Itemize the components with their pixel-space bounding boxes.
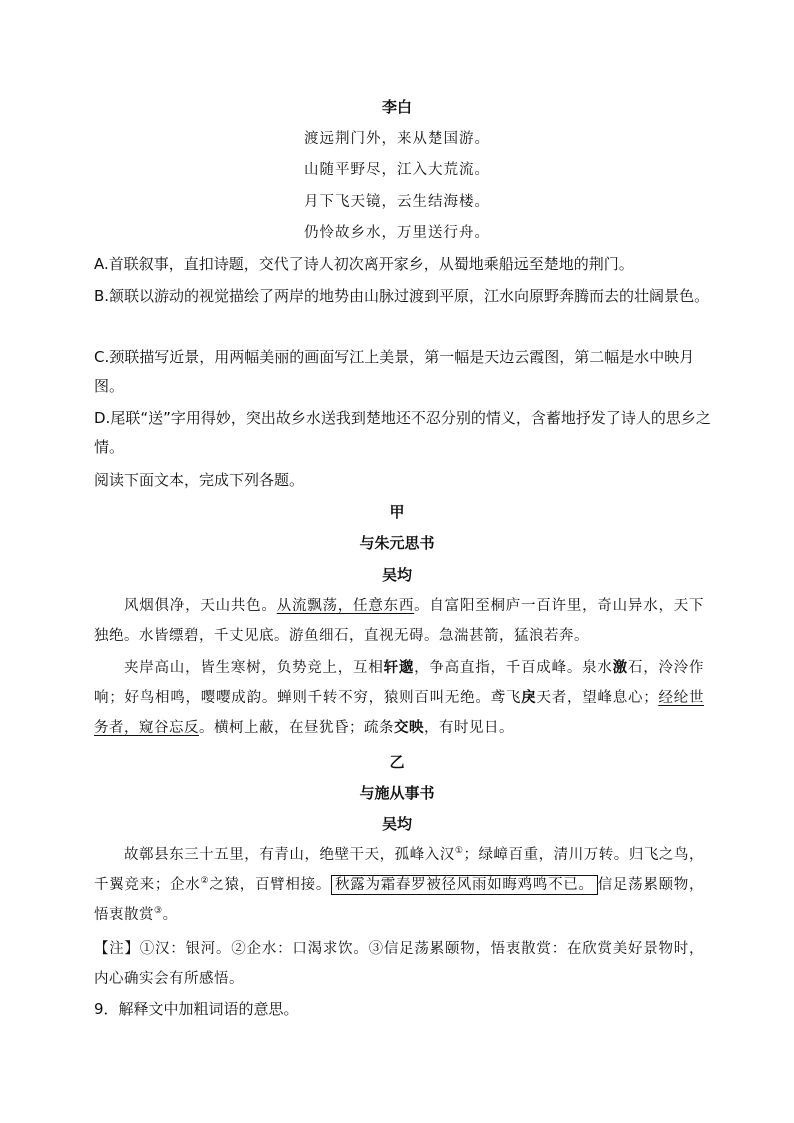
passage-author-jia: 吴均 (381, 566, 412, 584)
text-span: 风烟俱净，天山共色。 (124, 598, 277, 614)
poem-line-1: 渡远荆门外，来从楚国游。 (304, 131, 490, 147)
bold-word: 戾 (521, 689, 537, 706)
bold-word: 轩邈 (383, 659, 415, 676)
text-span: 信足荡累颐物，悟衷散赏 (94, 877, 705, 923)
boxed-sentence: 秋露为霜春罗被径风雨如晦鸡鸣不已。 (331, 875, 598, 895)
option-a: A.首联叙事，直扣诗题，交代了诗人初次离开家乡，从蜀地乘船远至楚地的荆门。 (94, 255, 634, 273)
bold-word: 交映 (394, 719, 424, 736)
text-span: 。 (162, 907, 178, 923)
passage-jia-paragraph-2 (94, 653, 704, 743)
annotation-note: 【注】①汉：银河。②企水：口渴求饮。③信足荡累颐物，悟衷散赏：在欣赏美好景物时，内心确实会有所感悟。 (94, 941, 704, 987)
text-span: ，争高直指，千百成峰。泉水 (414, 660, 613, 676)
text-span: 故鄣县东三十五里，有青山，绝壁干天，孤峰入汉 (124, 847, 455, 863)
text-span: 之猿，百臂相接。 (209, 877, 332, 893)
bold-word: 激 (612, 659, 628, 676)
footnote-marker: ① (454, 846, 464, 857)
passage-jia-paragraph-1 (94, 591, 704, 651)
poem-line-3: 月下飞天镜，云生结海楼。 (304, 194, 490, 210)
text-span: 石，泠泠作响；好鸟相鸣，嘤嘤成韵。蝉则千转不穷，猿则百叫无绝。鸢飞 (94, 660, 705, 706)
passage-title-yi: 与施从事书 (359, 784, 435, 802)
poem-line-4: 仍怜故乡水，万里送行舟。 (304, 225, 490, 241)
poem-line-2: 山随平野尽，江入大荒流。 (304, 162, 490, 178)
text-span: 夹岸高山，皆生寒树，负势竞上，互相 (124, 660, 384, 676)
instruction: 阅读下面文本，完成下列各题。 (94, 471, 305, 489)
text-span: ；绿嶂百重，清川万转。归飞之鸟，千翼竞来；企水 (94, 847, 704, 893)
passage-yi-paragraph-1 (94, 840, 704, 930)
footnote-marker: ② (200, 876, 210, 887)
option-b: B.颔联以游动的视觉描绘了两岸的地势由山脉过渡到平原，江水向原野奔腾而去的壮阔景色。 (94, 287, 710, 305)
footnote-marker: ③ (154, 906, 163, 917)
text-span: ，有时见日。 (424, 720, 514, 736)
passage-title-jia: 与朱元思书 (359, 534, 435, 552)
option-d: D.尾联“送”字用得妙，突出故乡水送我到楚地还不忍分别的情义，含蓄地抒发了诗人的思乡之情。 (94, 409, 711, 456)
underlined-sentence: 从流飘荡，任意东西 (276, 598, 415, 614)
question-9: 9．解释文中加粗词语的意思。 (94, 1000, 299, 1018)
option-c: C.颈联描写近景，用两幅美丽的画面写江上美景，第一幅是天边云霞图，第二幅是水中映月图。 (94, 348, 695, 395)
passage-author-yi: 吴均 (381, 815, 412, 833)
text-span: 天者，望峰息心； (536, 690, 659, 706)
underlined-sentence: 经纶世务者，窥谷忘反 (94, 690, 705, 736)
text-span: 。横柯上蔽，在昼犹昏；疏条 (199, 720, 394, 736)
section-label-yi: 乙 (389, 753, 405, 771)
text-span: 。自富阳至桐庐一百许里，奇山异水，天下独绝。水皆缥碧，千丈见底。游鱼细石，直视无碍。急湍甚箭，猛浪若奔。 (94, 598, 705, 644)
section-label-jia: 甲 (389, 503, 405, 521)
poem-author: 李白 (381, 98, 412, 116)
